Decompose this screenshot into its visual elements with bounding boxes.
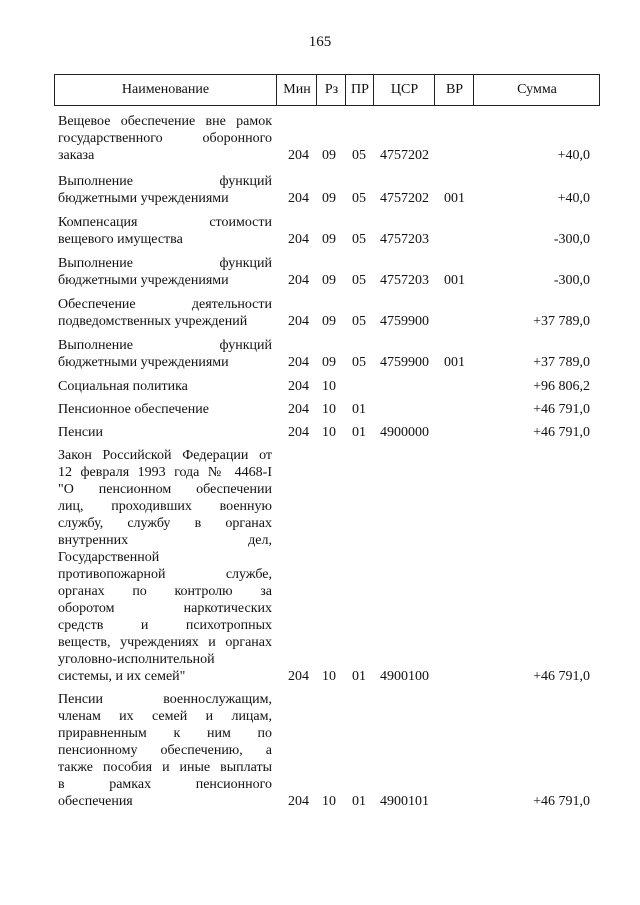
table-body — [0, 106, 640, 810]
header-pr: ПР — [345, 75, 374, 105]
row-pr: 05 — [352, 191, 366, 206]
row-csr: 4757202 — [380, 148, 429, 163]
row-name-line: Выполнение функций — [58, 174, 272, 189]
row-name — [58, 378, 272, 395]
row-name — [58, 447, 272, 685]
row-pr: 05 — [352, 148, 366, 163]
row-name — [58, 296, 272, 330]
row-sum: +46 791,0 — [533, 425, 590, 440]
row-vr: 001 — [444, 273, 465, 288]
row-name-line: заказа — [58, 148, 95, 163]
header-rz: Рз — [316, 75, 346, 105]
header-csr: ЦСР — [373, 75, 435, 105]
row-min: 204 — [288, 148, 309, 163]
row-name-line: службу, службу в органах — [58, 516, 272, 531]
row-rz: 10 — [322, 794, 336, 809]
row-sum: +46 791,0 — [533, 794, 590, 809]
row-min: 204 — [288, 425, 309, 440]
row-name — [58, 691, 272, 810]
row-name-line: Выполнение функций — [58, 338, 272, 353]
row-csr: 4757202 — [380, 191, 429, 206]
row-rz: 09 — [322, 355, 336, 370]
row-name-line: государственного оборонного — [58, 131, 272, 146]
row-sum: +37 789,0 — [533, 314, 590, 329]
row-pr: 01 — [352, 794, 366, 809]
table-header — [54, 74, 600, 106]
row-pr: 01 — [352, 669, 366, 684]
row-sum: +37 789,0 — [533, 355, 590, 370]
row-min: 204 — [288, 794, 309, 809]
table-row — [0, 401, 640, 418]
row-csr: 4759900 — [380, 314, 429, 329]
row-name-line: приравненным к ним по — [58, 726, 272, 741]
row-name-line: органах по контролю за — [58, 584, 272, 599]
row-name — [58, 214, 272, 248]
row-sum: +46 791,0 — [533, 402, 590, 417]
row-pr: 01 — [352, 402, 366, 417]
row-rz: 10 — [322, 669, 336, 684]
row-min: 204 — [288, 355, 309, 370]
row-rz: 10 — [322, 402, 336, 417]
row-name-line: Обеспечение деятельности — [58, 297, 272, 312]
row-min: 204 — [288, 402, 309, 417]
row-rz: 09 — [322, 191, 336, 206]
row-pr: 05 — [352, 355, 366, 370]
row-min: 204 — [288, 191, 309, 206]
row-min: 204 — [288, 273, 309, 288]
row-name-line: бюджетными учреждениями — [58, 191, 229, 206]
row-name — [58, 255, 272, 289]
row-name — [58, 401, 272, 418]
row-name-line: уголовно-исполнительной — [58, 652, 215, 667]
row-name-line: также пособия и иные выплаты — [58, 760, 272, 775]
row-csr: 4900000 — [380, 425, 429, 440]
row-vr: 001 — [444, 191, 465, 206]
table-row — [0, 378, 640, 395]
row-name — [58, 337, 272, 371]
row-vr: 001 — [444, 355, 465, 370]
row-sum: +96 806,2 — [533, 379, 590, 394]
row-rz: 09 — [322, 232, 336, 247]
row-sum: +40,0 — [557, 191, 590, 206]
row-sum: +40,0 — [557, 148, 590, 163]
row-name — [58, 173, 272, 207]
row-pr: 01 — [352, 425, 366, 440]
header-min: Мин — [276, 75, 317, 105]
row-csr: 4900100 — [380, 669, 429, 684]
row-name — [58, 424, 272, 441]
table-row — [0, 113, 640, 164]
row-name-line: в рамках пенсионного — [58, 777, 272, 792]
row-rz: 10 — [322, 425, 336, 440]
row-name-line: внутренних дел, — [58, 533, 272, 548]
row-pr: 05 — [352, 273, 366, 288]
row-rz: 09 — [322, 148, 336, 163]
row-name-line: противопожарной службе, — [58, 567, 272, 582]
row-name-line: веществ, учреждениях и органах — [58, 635, 272, 650]
row-name-line: лиц, проходивших военную — [58, 499, 272, 514]
table-row — [0, 337, 640, 371]
table-row — [0, 214, 640, 248]
page-number: 165 — [308, 34, 332, 50]
table-row — [0, 173, 640, 207]
table-row — [0, 691, 640, 810]
row-rz: 09 — [322, 314, 336, 329]
row-csr: 4757203 — [380, 273, 429, 288]
row-name-line: оборотом наркотических — [58, 601, 272, 616]
row-name-line: Вещевое обеспечение вне рамок — [58, 114, 272, 129]
table-row — [0, 255, 640, 289]
row-min: 204 — [288, 379, 309, 394]
row-rz: 09 — [322, 273, 336, 288]
row-rz: 10 — [322, 379, 336, 394]
row-csr: 4759900 — [380, 355, 429, 370]
row-name-line: средств и психотропных — [58, 618, 272, 633]
row-pr: 05 — [352, 232, 366, 247]
row-min: 204 — [288, 669, 309, 684]
row-name-line: Пенсионное обеспечение — [58, 402, 209, 417]
row-name-line: обеспечения — [58, 794, 133, 809]
row-name-line: Пенсии — [58, 425, 104, 440]
row-name-line: "О пенсионном обеспечении — [58, 482, 272, 497]
row-name-line: системы, и их семей" — [58, 669, 186, 684]
row-sum: -300,0 — [553, 273, 590, 288]
row-name-line: пенсионному обеспечению, а — [58, 743, 272, 758]
header-name: Наименование — [121, 82, 210, 97]
row-name-line: подведомственных учреждений — [58, 314, 248, 329]
row-name — [58, 113, 272, 164]
row-name-line: Компенсация стоимости — [58, 215, 272, 230]
row-name-line: Пенсии военнослужащим, — [58, 692, 272, 707]
row-csr: 4757203 — [380, 232, 429, 247]
row-name-line: Государственной — [58, 550, 160, 565]
row-name-line: бюджетными учреждениями — [58, 273, 229, 288]
row-name-line: Социальная политика — [58, 379, 188, 394]
row-sum: -300,0 — [553, 232, 590, 247]
row-csr: 4900101 — [380, 794, 429, 809]
row-name-line: вещевого имущества — [58, 232, 183, 247]
row-min: 204 — [288, 232, 309, 247]
table-row — [0, 447, 640, 685]
row-name-line: бюджетными учреждениями — [58, 355, 229, 370]
table-row — [0, 296, 640, 330]
row-name-line: 12 февраля 1993 года № 4468-I — [58, 465, 272, 480]
row-pr: 05 — [352, 314, 366, 329]
row-min: 204 — [288, 314, 309, 329]
row-name-line: членам их семей и лицам, — [58, 709, 272, 724]
header-sum: Сумма — [473, 75, 600, 105]
row-sum: +46 791,0 — [533, 669, 590, 684]
table-row — [0, 424, 640, 441]
row-name-line: Закон Российской Федерации от — [58, 448, 272, 463]
row-name-line: Выполнение функций — [58, 256, 272, 271]
header-vr: ВР — [434, 75, 474, 105]
